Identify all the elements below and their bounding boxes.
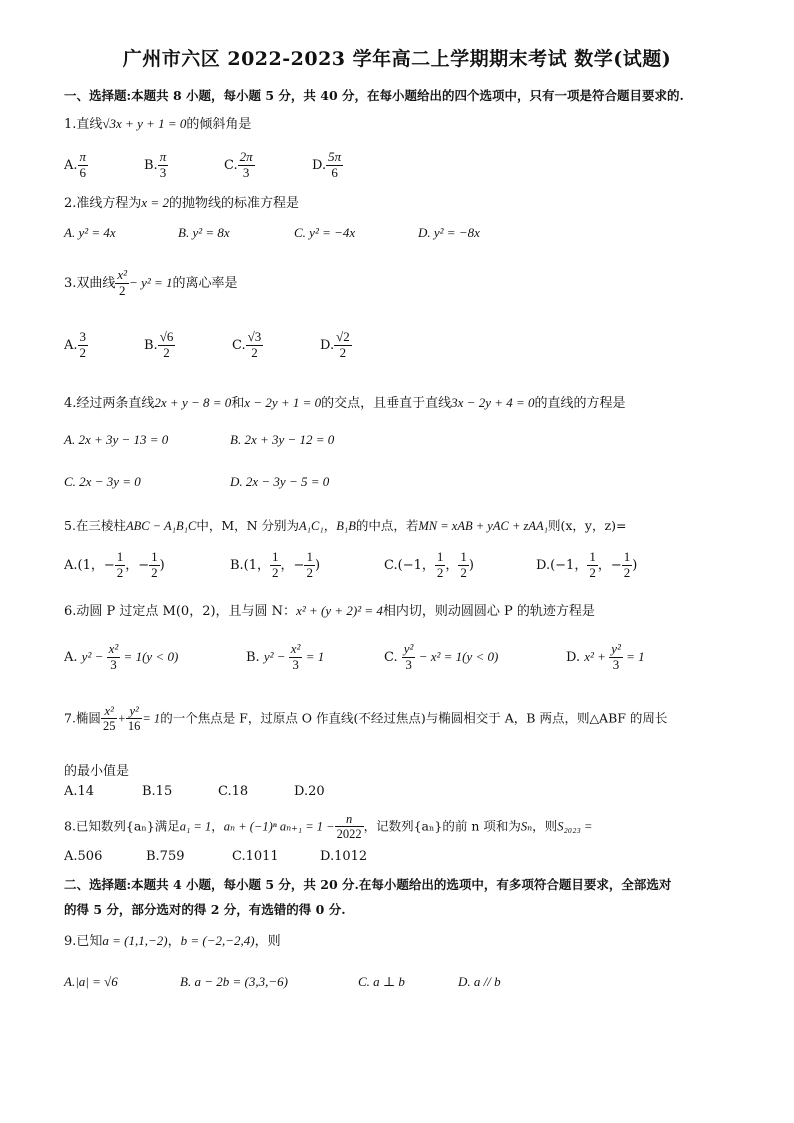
q8-option-c[interactable]: C.1011 — [232, 849, 279, 864]
q7-option-d[interactable]: D.20 — [294, 784, 325, 799]
q6-option-c[interactable]: C. $\frac{\text{y²}}{3}$ − x² = 1(y < 0) — [384, 641, 499, 672]
q6-option-d[interactable]: D. x² + $\frac{\text{y²}}{3}$ = 1 — [566, 641, 645, 672]
section-2-instructions: 二、选择题:本题共 4 小题，每小题 5 分，共 20 分.在每小题给出的选项中，有多项符合题目要求，全部选对 — [64, 877, 672, 892]
q1-option-d[interactable]: D. $\frac{5\pi}{6}$ — [312, 149, 342, 180]
q1-option-b[interactable]: B. $\frac{\pi}{3}$ — [144, 149, 167, 180]
q5-option-b[interactable]: B.(1， $\frac{1}{2}$ ，− $\frac{1}{2}$ ) — [230, 549, 321, 580]
q4-option-b[interactable]: B. 2x + 3y − 12 = 0 — [230, 432, 335, 447]
q3-option-b[interactable]: B. $\frac{√6}{2}$ — [144, 329, 174, 360]
question-3: 3.双曲线 $\frac{\text{x²}}{2}$ − y² = 1的离心率是 — [64, 267, 238, 298]
question-6: 6.动圆 P 过定点 M(0，2)，且与圆 N：x² + (y + 2)² = 4相内切，则动圆圆心 P 的轨迹方程是 — [64, 603, 595, 619]
q9-option-b[interactable]: B. a − 2b = (3,3,−6) — [180, 974, 288, 989]
section-1-instructions: 一、选择题:本题共 8 小题，每小题 5 分，共 40 分，在每小题给出的四个选项中，只有一项是符合题目要求的. — [64, 88, 684, 103]
q9-option-a[interactable]: A.|a| = √6 — [64, 974, 118, 989]
question-5: 5.在三棱柱ABC − A₁B₁C中，M，N 分别为A₁C₁，B₁B的中点，若MN = xAB + yAC + zAA₁则(x，y，z)= — [64, 518, 627, 533]
q2-option-a[interactable]: A. y² = 4x — [64, 225, 116, 240]
q1-option-c[interactable]: C. $\frac{2\pi}{3}$ — [224, 149, 253, 180]
q6-option-a[interactable]: A. y² − $\frac{\text{x²}}{3}$ = 1(y < 0) — [64, 641, 179, 672]
q8-option-d[interactable]: D.1012 — [320, 849, 368, 864]
exam-title: 广州市六区 2022-2023 学年高二上学期期末考试 数学(试题) — [122, 48, 672, 70]
q2-option-b[interactable]: B. y² = 8x — [178, 225, 230, 240]
q3-option-a[interactable]: A. $\frac{3}{2}$ — [64, 329, 87, 360]
q7-option-a[interactable]: A.14 — [64, 784, 95, 799]
q8-option-b[interactable]: B.759 — [146, 849, 185, 864]
q1-option-a[interactable]: A. $\frac{\pi}{6}$ — [64, 149, 87, 180]
q5-option-a[interactable]: A.(1，− $\frac{1}{2}$ ，− $\frac{1}{2}$ ) — [64, 549, 165, 580]
q5-option-c[interactable]: C.(−1， $\frac{1}{2}$ ， $\frac{1}{2}$ ) — [384, 549, 474, 580]
question-4: 4.经过两条直线2x + y − 8 = 0和x − 2y + 1 = 0的交点，且垂直于直线3x − 2y + 4 = 0的直线的方程是 — [64, 395, 626, 411]
q7-option-b[interactable]: B.15 — [142, 784, 173, 799]
q8-option-a[interactable]: A.506 — [64, 849, 103, 864]
q2-option-c[interactable]: C. y² = −4x — [294, 225, 356, 240]
question-1: 1.直线√3x + y + 1 = 0的倾斜角是 — [64, 116, 252, 132]
question-2: 2.准线方程为x = 2的抛物线的标准方程是 — [64, 195, 299, 211]
q9-option-c[interactable]: C. a ⊥ b — [358, 974, 405, 989]
section-2-instructions-line-2: 的得 5 分，部分选对的得 2 分，有选错的得 0 分. — [64, 902, 346, 917]
q2-option-d[interactable]: D. y² = −8x — [418, 225, 480, 240]
q4-option-d[interactable]: D. 2x − 3y − 5 = 0 — [230, 474, 330, 489]
question-7: 7.椭圆 $\frac{\text{x²}}{25}$ + $\frac{\text{y²}}{16}$ = 1的一个焦点是 F，过原点 O 作直线(不经过焦点)与椭圆相交于 A，B 两点，则△ABF 的周长 — [64, 704, 668, 734]
question-9: 9.已知a = (1,1,−2)，b = (−2,−2,4)，则 — [64, 933, 281, 949]
q4-option-a[interactable]: A. 2x + 3y − 13 = 0 — [64, 432, 169, 447]
q3-option-c[interactable]: C. $\frac{√3}{2}$ — [232, 329, 262, 360]
question-8: 8.已知数列{aₙ}满足a₁ = 1，aₙ + (−1)ⁿ aₙ₊₁ = 1 − $\frac{n}{2022}$ ，记数列{aₙ}的前 n 项和为Sₙ，则S₂₀₂₃ = — [64, 812, 593, 842]
q9-option-d[interactable]: D. a // b — [458, 974, 501, 989]
q4-option-c[interactable]: C. 2x − 3y = 0 — [64, 474, 141, 489]
q6-option-b[interactable]: B. y² − $\frac{\text{x²}}{3}$ = 1 — [246, 641, 325, 672]
q3-option-d[interactable]: D. $\frac{√2}{2}$ — [320, 329, 350, 360]
q5-option-d[interactable]: D.(−1， $\frac{1}{2}$ ，− $\frac{1}{2}$ ) — [536, 549, 638, 580]
question-7-line-2: 的最小值是 — [64, 764, 130, 779]
q7-option-c[interactable]: C.18 — [218, 784, 249, 799]
